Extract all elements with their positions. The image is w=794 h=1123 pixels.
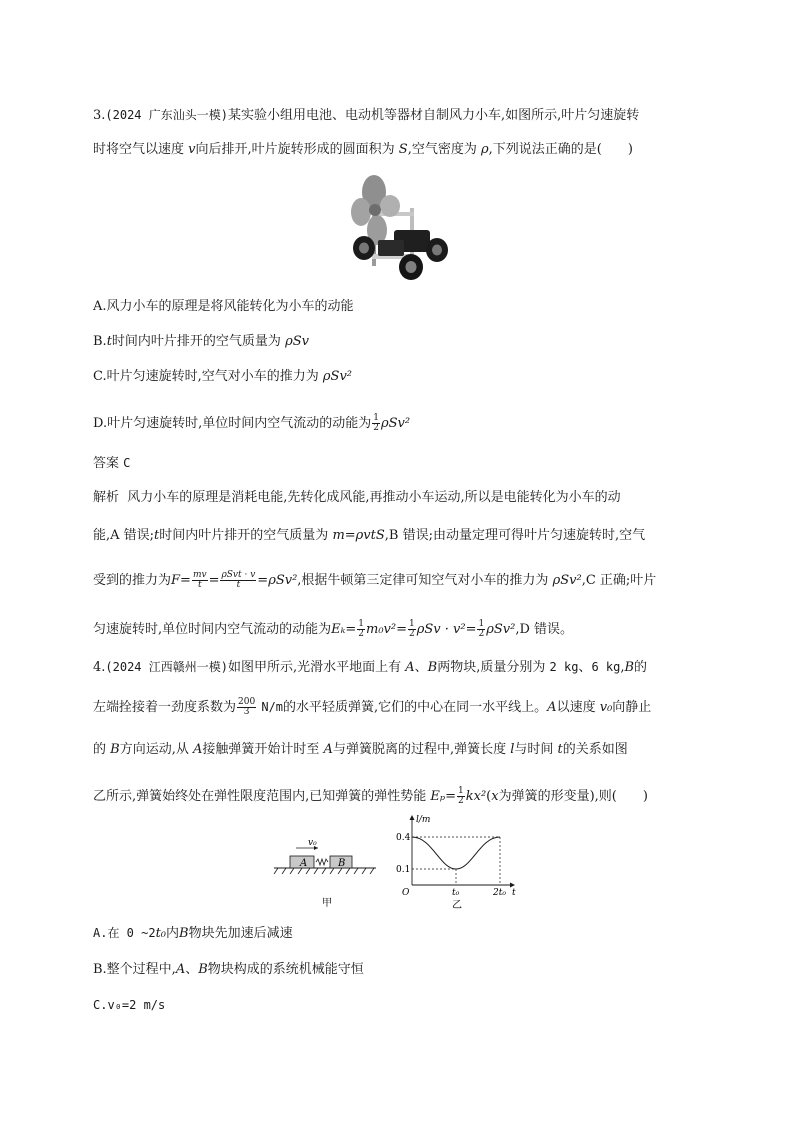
formula-thrust: ρSv² <box>552 573 582 588</box>
frac-num: 1 <box>358 619 364 629</box>
frac-num: 1 <box>458 786 464 796</box>
q4-text-3d: 与弹簧脱离的过程中,弹簧长度 <box>332 742 507 757</box>
q3-option-b <box>93 333 309 351</box>
fraction-half <box>457 787 465 806</box>
q3-stem-text-1: 某实验小组用电池、电动机等器材自制风力小车,如图所示,叶片匀速旋转 <box>227 108 640 123</box>
q4-option-a-mid: 内 <box>166 926 180 941</box>
formula-F: F= <box>171 573 191 588</box>
q4-text-3e: 与时间 <box>514 742 554 757</box>
formula-Ek: Eₖ= <box>331 622 357 637</box>
analysis-text-3b: ,根据牛顿第三定律可知空气对小车的推力为 <box>297 573 549 588</box>
fraction-half <box>477 620 485 639</box>
q4-text-4c: 为弹簧的形变量),则( ) <box>498 789 648 804</box>
var-x: x <box>491 789 499 804</box>
separator: 、 <box>414 660 428 675</box>
q3-stem-text-2c: ,空气密度为 <box>407 142 477 157</box>
frac-den: t <box>236 580 241 590</box>
var-A: A <box>323 742 333 757</box>
analysis-text-2c: ,B 错误;由动量定理可得叶片匀速旋转时,空气 <box>384 528 646 543</box>
var-l: l <box>510 742 515 757</box>
q4-option-a-text: 物块先加速后减速 <box>188 926 293 941</box>
fraction-mv-t <box>192 571 208 590</box>
q3-option-c-text: C.叶片匀速旋转时,空气对小车的推力为 <box>93 369 319 384</box>
q3-option-a-text: A.风力小车的原理是将风能转化为小车的动能 <box>93 299 354 314</box>
var-B: B <box>110 742 120 757</box>
frac-den: 2 <box>373 423 379 433</box>
caption-yi: 乙 <box>452 900 462 911</box>
fraction-rhoSvtv-t <box>220 571 256 590</box>
q3-option-b-text: 时间内叶片排开的空气质量为 <box>111 334 281 349</box>
var-t: t <box>557 742 563 757</box>
q3-option-c <box>93 368 352 386</box>
formula-Ep: Eₚ= <box>430 789 456 804</box>
q3-option-c-formula: ρSv² <box>322 369 352 384</box>
formula-rhoSv2: ρSv² <box>486 622 516 637</box>
q4-stem-line-1 <box>93 658 647 677</box>
q3-stem-line-2 <box>93 141 633 159</box>
mass-2: 6 kg <box>591 660 621 674</box>
origin-label: O <box>402 888 410 898</box>
frac-num: 200 <box>238 697 256 707</box>
unit-N-per-m: N/m <box>261 700 284 714</box>
q4-text-1d: 的 <box>634 660 648 675</box>
q4-option-a-label: A.在 0 ~2 <box>93 926 156 940</box>
y-tick-01: 0.1 <box>396 865 411 875</box>
answer-label: 答案 <box>93 456 120 471</box>
analysis-text-1: 风力小车的原理是消耗电能,先转化成风能,再推动小车运动,所以是电能转化为小车的动 <box>127 490 621 505</box>
q4-option-c-text: C.v₀=2 m/s <box>93 998 166 1012</box>
q3-stem-text-2b: 向后排开,叶片旋转形成的圆面积为 <box>195 142 395 157</box>
q4-option-b-text: 物块构成的系统机械能守恒 <box>207 962 364 977</box>
q4-text-3c: 接触弹簧开始计时至 <box>202 742 320 757</box>
var-t: t <box>154 528 160 543</box>
formula-result: =ρSv² <box>257 573 298 588</box>
q4-number: 4. <box>93 660 106 675</box>
q4-text-3f: 的关系如图 <box>562 742 628 757</box>
q4-stem-line-3 <box>93 741 628 759</box>
analysis-text-3a: 受到的推力为 <box>93 573 172 588</box>
q4-text-4a: 乙所示,弹簧始终处在弹性限度范围内,已知弹簧的弹性势能 <box>93 789 427 804</box>
q3-stem-line-1 <box>93 106 639 125</box>
q4-text-2a: 左端拴接着一劲度系数为 <box>93 700 237 715</box>
var-B: B <box>198 962 208 977</box>
fan-car-image <box>344 172 450 282</box>
frac-num: 1 <box>373 413 379 423</box>
mass-1: 2 kg <box>549 660 579 674</box>
fraction-half <box>408 620 416 639</box>
frac-den: t <box>197 580 202 590</box>
formula-mv2: m₀v²= <box>366 622 407 637</box>
q4-text-2b: 的水平轻质弹簧,它们的中心在同一水平线上。 <box>283 700 548 715</box>
q4-text-1b: 两物块,质量分别为 <box>437 660 546 675</box>
var-B: B <box>427 660 438 675</box>
x-tick-2t0: 2t₀ <box>493 888 506 898</box>
paren-open: ( <box>486 789 492 804</box>
var-v0: v₀ <box>599 700 613 715</box>
q3-stem-text-2d: ,下列说法正确的是( ) <box>488 142 633 157</box>
frac-den: 2 <box>478 629 485 639</box>
frac-den: 2 <box>409 629 415 639</box>
var-t: t <box>106 334 112 349</box>
analysis-text-3c: ,C 正确;叶片 <box>581 573 657 588</box>
fraction-half <box>357 620 365 639</box>
q4-stem-line-2 <box>93 698 651 717</box>
q3-analysis-line-2 <box>93 527 645 545</box>
frac-num: ρSvt · v <box>221 570 256 580</box>
analysis-text-2b: 时间内叶片排开的空气质量为 <box>159 528 329 543</box>
frac-den: 3 <box>243 707 250 717</box>
q4-option-a <box>93 924 293 943</box>
q4-stem-line-4 <box>93 787 648 806</box>
q3-answer <box>93 454 130 473</box>
fraction-half <box>372 414 380 433</box>
frac-den: 2 <box>358 629 364 639</box>
answer-value: C <box>123 456 131 470</box>
formula-rhoSv-v2: ρSv · v²= <box>416 622 477 637</box>
frac-num: mv <box>192 570 207 580</box>
separator: 、 <box>578 660 592 675</box>
q3-number: 3. <box>93 108 106 123</box>
var-A: A <box>193 742 203 757</box>
q4-text-1a: 如图甲所示,光滑水平地面上有 <box>227 660 402 675</box>
q3-option-d <box>93 414 410 433</box>
var-t0: t₀ <box>155 926 167 941</box>
block-B-label: B <box>338 858 346 869</box>
var-B: B <box>624 660 635 675</box>
q3-option-b-formula: ρSv <box>285 334 309 349</box>
fraction-k <box>237 698 256 717</box>
formula-kx2: kx² <box>465 789 487 804</box>
q4-source: (2024 江西赣州一模) <box>105 660 228 674</box>
q4-text-3b: 方向运动,从 <box>119 742 189 757</box>
var-S: S <box>398 142 408 157</box>
comma: , <box>620 660 625 675</box>
analysis-text-2a: 能,A 错误; <box>93 528 155 543</box>
var-rho: ρ <box>480 142 489 157</box>
q3-analysis-line-4 <box>93 620 573 639</box>
q3-stem-text-2a: 时将空气以速度 <box>93 142 185 157</box>
spring <box>316 859 328 865</box>
q4-option-b <box>93 961 364 979</box>
spring-length-curve <box>412 837 500 869</box>
var-B: B <box>179 926 189 941</box>
caption-jia: 甲 <box>322 898 332 909</box>
q4-text-3a: 的 <box>93 742 107 757</box>
analysis-label: 解析 <box>93 490 120 505</box>
v0-label: v₀ <box>308 838 317 848</box>
var-A: A <box>175 962 186 977</box>
frac-num: 1 <box>478 619 485 629</box>
q4-text-2c: 以速度 <box>556 700 596 715</box>
q3-source: (2024 广东汕头一模) <box>105 108 228 122</box>
q3-analysis-line-3 <box>93 571 656 590</box>
x-axis-label: t <box>512 888 516 898</box>
q4-option-c <box>93 996 165 1014</box>
equals-sign: = <box>208 573 220 588</box>
var-v: v <box>188 142 196 157</box>
var-A: A <box>547 700 557 715</box>
figure-yi <box>392 812 522 912</box>
q3-option-b-label: B. <box>93 334 107 349</box>
q3-option-d-formula: ρSv² <box>380 416 411 431</box>
frac-den: 2 <box>458 796 464 806</box>
var-A: A <box>405 660 415 675</box>
analysis-text-4b: ,D 错误。 <box>515 622 574 637</box>
q4-option-b-label: B.整个过程中, <box>93 962 176 977</box>
figure-jia <box>272 830 382 910</box>
x-tick-t0: t₀ <box>452 888 460 898</box>
block-A-label: A <box>300 858 308 869</box>
separator: 、 <box>185 962 199 977</box>
analysis-text-4a: 匀速旋转时,单位时间内空气流动的动能为 <box>93 622 332 637</box>
analysis-formula-mass: m=ρvtS <box>332 528 385 543</box>
q3-option-a <box>93 298 354 316</box>
y-tick-04: 0.4 <box>396 833 411 843</box>
q3-analysis-line-1 <box>93 489 621 507</box>
q3-option-d-text: D.叶片匀速旋转时,单位时间内空气流动的动能为 <box>93 416 372 431</box>
frac-num: 1 <box>409 619 415 629</box>
q4-text-2d: 向静止 <box>612 700 652 715</box>
y-axis-label: l/m <box>416 815 431 825</box>
